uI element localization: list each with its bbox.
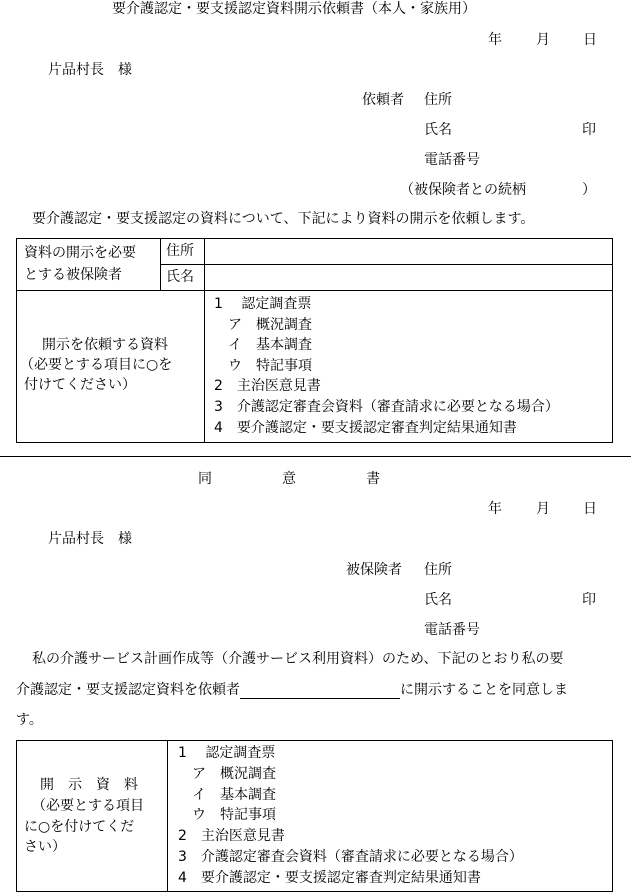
form2-body-text: 介護認定・要支援認定資料を依頼者: [16, 682, 240, 698]
form2-items-label: に○を付けてくだ: [24, 819, 135, 835]
form2-insured-label: 被保険者: [346, 562, 402, 578]
section-separator: [0, 456, 631, 457]
form2-item[interactable]: 3 介護認定審査会資料（審査請求に必要となる場合）: [178, 849, 523, 865]
form1-col-name: 氏名: [166, 269, 194, 285]
form1-insured-label: とする被保険者: [24, 267, 122, 283]
form1-item[interactable]: 2 主治医意見書: [214, 378, 321, 394]
form1-title: 要介護認定・要支援認定資料開示依頼書（本人・家族用）: [112, 1, 476, 17]
form2-date-month: 月: [536, 501, 550, 517]
form1-requester-label: 依頼者: [362, 92, 404, 108]
form1-insured-label: 資料の開示を必要: [24, 245, 136, 261]
form1-item[interactable]: ウ 特記事項: [214, 358, 312, 374]
form1-address-label: 住所: [424, 92, 452, 108]
form1-item[interactable]: イ 基本調査: [214, 337, 312, 353]
form2-item[interactable]: 4 要介護認定・要支援認定審査判定結果通知書: [178, 870, 481, 886]
form2-item[interactable]: ウ 特記事項: [178, 807, 276, 823]
form2-item[interactable]: イ 基本調査: [178, 787, 276, 803]
form2-title: 同 意 書: [198, 471, 380, 487]
form2-items-label: 開 示 資 料: [40, 777, 138, 793]
form1-item[interactable]: 3 介護認定審査会資料（審査請求に必要となる場合）: [214, 399, 559, 415]
requester-blank[interactable]: [240, 683, 400, 699]
form2-phone-label: 電話番号: [424, 622, 480, 638]
form1-items-label: （必要とする項目に○を: [20, 357, 173, 373]
form1-items-label: 付けてください）: [24, 377, 136, 393]
form2-items-label: （必要とする項目: [32, 798, 144, 814]
form1-relation-label: （被保険者との続柄 ）: [400, 182, 596, 198]
form2-body-line: す。: [16, 712, 43, 728]
form1-seal: 印: [582, 122, 596, 138]
form2-item[interactable]: ア 概況調査: [178, 766, 276, 782]
form1-insured-address-field[interactable]: [208, 243, 608, 261]
form1-table-divider: [160, 264, 613, 265]
form2-addressee: 片品村長 様: [48, 531, 132, 547]
form1-items-label: 開示を依頼する資料: [42, 337, 168, 353]
form1-item[interactable]: ア 概況調査: [214, 317, 312, 333]
form2-date-day: 日: [583, 501, 597, 517]
form2-name-label: 氏名: [424, 592, 452, 608]
form2-date-year: 年: [488, 501, 502, 517]
form2-item[interactable]: 1 認定調査票: [178, 745, 276, 761]
form1-addressee: 片品村長 様: [48, 62, 132, 78]
form1-table-divider: [204, 238, 205, 443]
form2-item[interactable]: 2 主治医意見書: [178, 828, 285, 844]
form1-date-month: 月: [536, 32, 550, 48]
form1-col-address: 住所: [166, 243, 194, 259]
form2-body-text: に開示することを同意しま: [400, 682, 568, 698]
form1-body: 要介護認定・要支援認定の資料について、下記により資料の開示を依頼します。: [32, 211, 535, 227]
form1-insured-name-field[interactable]: [208, 268, 608, 286]
form2-body-line: 私の介護サービス計画作成等（介護サービス利用資料）のため、下記のとおり私の要: [32, 651, 564, 667]
form1-phone-label: 電話番号: [424, 152, 480, 168]
form2-items-label: さい）: [24, 839, 66, 855]
form2-body-line: [16, 681, 568, 699]
form1-table-divider: [16, 290, 613, 291]
form1-date-day: 日: [583, 32, 597, 48]
form1-name-label: 氏名: [424, 122, 452, 138]
form2-address-label: 住所: [424, 562, 452, 578]
form1-item[interactable]: 1 認定調査票: [214, 296, 312, 312]
form2-table-divider: [167, 740, 168, 892]
form1-item[interactable]: 4 要介護認定・要支援認定審査判定結果通知書: [214, 420, 517, 436]
form1-date-year: 年: [488, 32, 502, 48]
form2-seal: 印: [582, 592, 596, 608]
